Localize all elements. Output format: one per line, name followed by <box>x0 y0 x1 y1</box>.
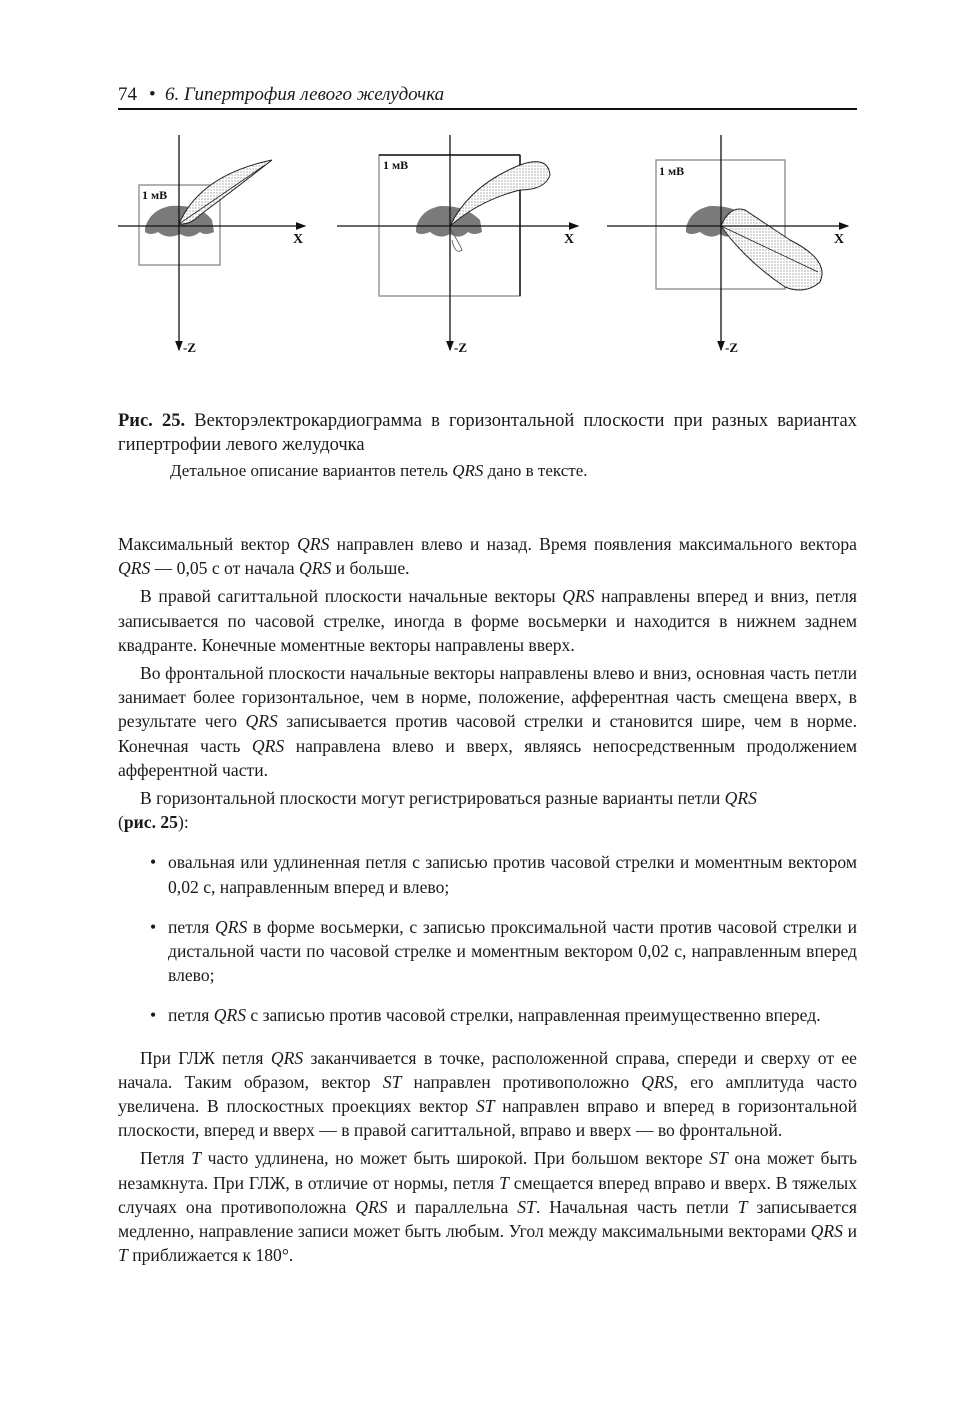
paragraph-3: Во фронтальной плоскости начальные векторы направлены влево и вниз, основная часть петли занимает более горизонтальное, чем в норме, положение, афферентная часть смещена вверх, в результате чего QRS записывается против часовой стрелки и становится шире, чем в норме. Конечная часть QRS направлена влево и вверх, являясь непосредственным продолжением афферентной части. <box>118 663 857 780</box>
paragraph-6: Петля T часто удлинена, но может быть широкой. При большом векторе ST она может быть незамкнута. При ГЛЖ, в отличие от нормы, петля T смещается вперед вправо и вверх. В тяжелых случаях она противоположна QRS и параллельна ST. Начальная часть петли T записывается медленно, направление записи может быть любым. Угол между максимальными векторами QRS и T приближается к 180°. <box>118 1148 857 1266</box>
bullet-icon: • <box>150 1005 157 1026</box>
running-head <box>118 84 857 108</box>
list-item: • петля QRS в форме восьмерки, с записью проксимальной части против часовой стрелки и дистальной части по часовой стрелке и моментным вектором 0,02 с, направленным вперед влево; <box>150 916 857 986</box>
heart-silhouette-icon <box>416 206 482 237</box>
scale-label-1: 1 мВ <box>142 188 168 202</box>
scale-label-3: 1 мВ <box>659 164 685 178</box>
z-axis-label-3: -Z <box>725 340 738 355</box>
header-rule <box>118 108 857 110</box>
paragraph-4: В горизонтальной плоскости могут регистрироваться разные варианты петли QRS (рис. 25): <box>118 788 757 833</box>
figure-25 <box>118 125 974 365</box>
x-axis-label-1: X <box>293 232 304 247</box>
z-axis-label-1: -Z <box>183 340 196 355</box>
scale-label-2: 1 мВ <box>383 158 409 172</box>
caption-text: Векторэлектрокардиограмма в горизонтальной плоскости при разных вариантах гипертрофии левого желудочка <box>118 411 858 455</box>
vcg-panel-1 <box>118 135 305 350</box>
chapter-title: 6. Гипертрофия левого желудочка <box>165 84 445 105</box>
caption-note: Детальное описание вариантов петель QRS дано в тексте. <box>170 461 588 480</box>
paragraph-1: Максимальный вектор QRS направлен влево и назад. Время появления максимального вектора QRS — 0,05 с от начала QRS и больше. <box>118 534 857 579</box>
vcg-panel-2 <box>337 135 578 350</box>
page-number: 74 <box>118 84 137 105</box>
x-axis-label-2: X <box>564 232 575 247</box>
list-item: • овальная или удлиненная петля с записью против часовой стрелки и моментным вектором 0,02 с, направленным вперед и влево; <box>150 852 857 897</box>
x-axis-label-3: X <box>834 232 845 247</box>
caption-label: Рис. 25. <box>118 411 186 431</box>
z-axis-label-2: -Z <box>454 340 467 355</box>
figure-reference: рис. 25 <box>123 812 178 833</box>
body-text <box>118 532 857 1271</box>
qrs-variants-list <box>118 850 857 1027</box>
paragraph-5: При ГЛЖ петля QRS заканчивается в точке, расположенной справа, спереди и сверху от ее начала. Таким образом, вектор ST направлен противоположно QRS, его амплитуда часто увеличена. В плоскостных проекциях вектор ST направлен вправо и вперед в горизонтальной плоскости, вперед и вверх — в правой сагиттальной, вправо и вверх — во фронтальной. <box>118 1047 857 1141</box>
bullet-icon: • <box>150 916 157 937</box>
vcg-panel-3 <box>607 135 848 350</box>
figure-caption <box>118 409 857 483</box>
list-item: • петля QRS с записью против часовой стрелки, направленная преимущественно вперед. <box>118 1003 857 1027</box>
paragraph-2: В правой сагиттальной плоскости начальные векторы QRS направлены вперед и вниз, петля записывается по часовой стрелке, иногда в форме восьмерки и находится в нижнем заднем квадранте. Конечные моментные векторы направлены вверх. <box>118 586 858 655</box>
bullet-icon: • <box>149 84 156 105</box>
bullet-icon: • <box>150 852 157 873</box>
vcg-diagrams <box>0 125 974 365</box>
